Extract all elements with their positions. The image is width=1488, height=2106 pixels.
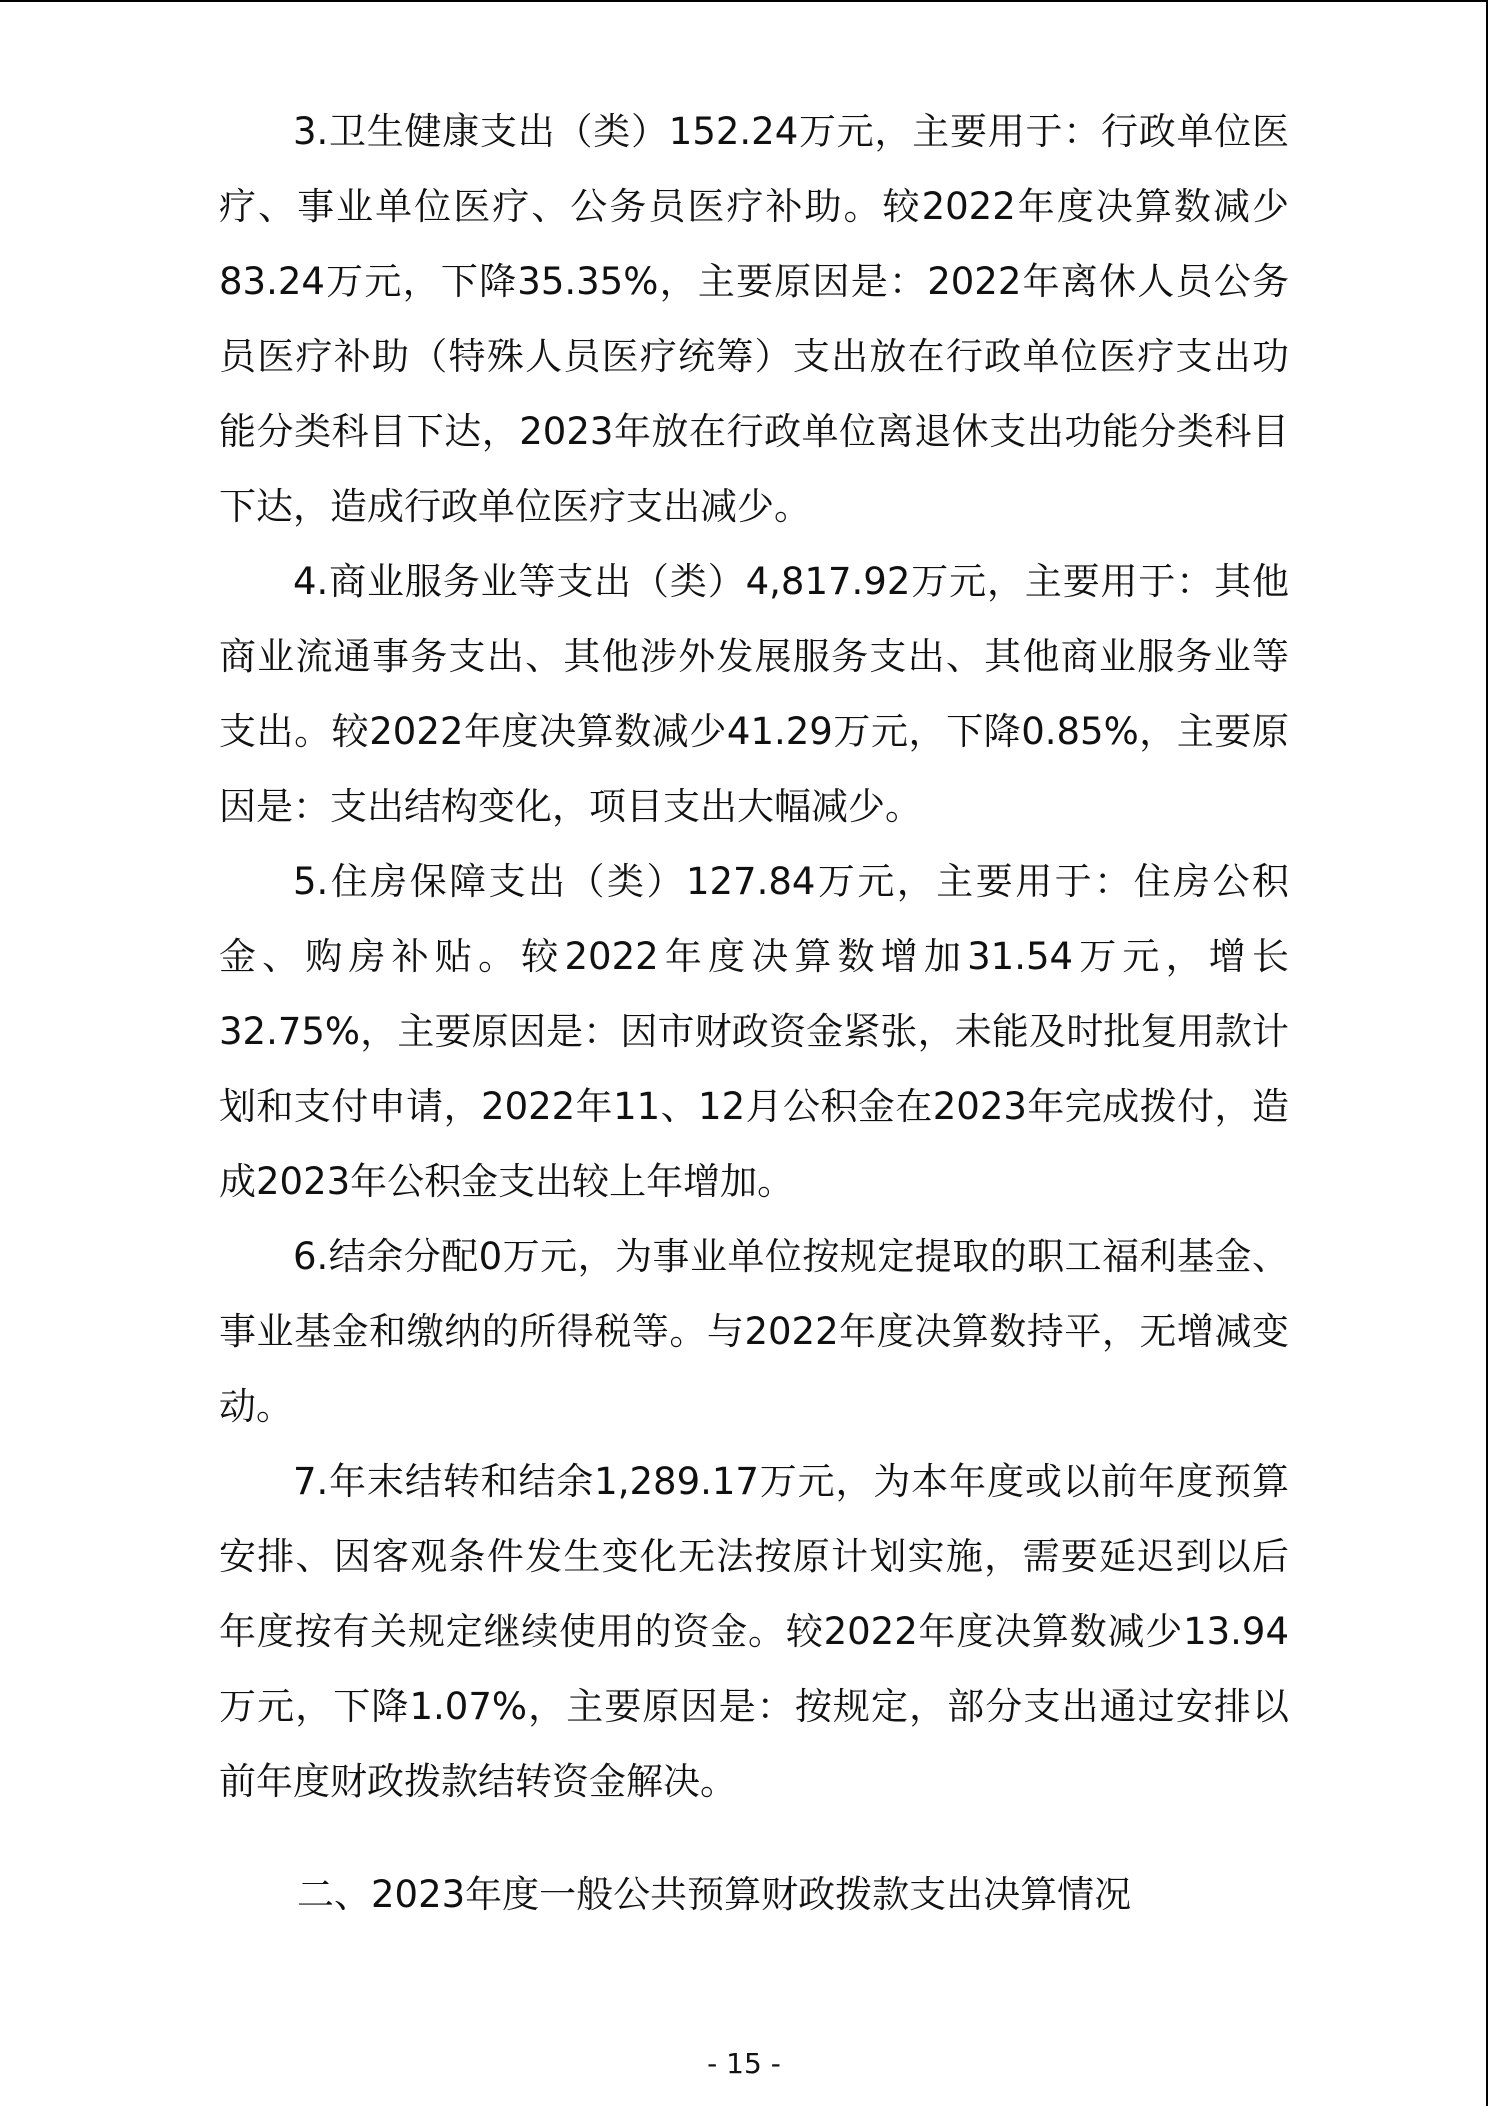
page-number: - 15 -: [707, 2047, 781, 2080]
paragraph-health-expenditure: 3.卫生健康支出（类）152.24万元，主要用于：行政单位医疗、事业单位医疗、公务员医疗补助。较2022年度决算数减少83.24万元，下降35.35%，主要原因是：2022年离休人员公务员医疗补助（特殊人员医疗统筹）支出放在行政单位医疗支出功能分类科目下达，2023年放在行政单位离退休支出功能分类科目下达，造成行政单位医疗支出减少。: [219, 110, 1289, 528]
paragraph-surplus-distribution: 6.结余分配0万元，为事业单位按规定提取的职工福利基金、事业基金和缴纳的所得税等。与2022年度决算数持平，无增减变动。: [219, 1235, 1289, 1428]
paragraph-housing-expenditure: 5.住房保障支出（类）127.84万元，主要用于：住房公积金、购房补贴。较2022年度决算数增加31.54万元，增长32.75%，主要原因是：因市财政资金紧张，未能及时批复用款计划和支付申请，2022年11、12月公积金在2023年完成拨付，造成2023年公积金支出较上年增加。: [219, 860, 1289, 1203]
section-heading: 二、2023年度一般公共预算财政拨款支出决算情况: [297, 1873, 1132, 1916]
body-text: [219, 94, 1289, 1819]
paragraph-commerce-expenditure: 4.商业服务业等支出（类）4,817.92万元，主要用于：其他商业流通事务支出、其他涉外发展服务支出、其他商业服务业等支出。较2022年度决算数减少41.29万元，下降0.85%，主要原因是：支出结构变化，项目支出大幅减少。: [219, 560, 1289, 828]
paragraph-year-end-carryover: 7.年末结转和结余1,289.17万元，为本年度或以前年度预算安排、因客观条件发生变化无法按原计划实施，需要延迟到以后年度按有关规定继续使用的资金。较2022年度决算数减少13.94万元，下降1.07%，主要原因是：按规定，部分支出通过安排以前年度财政拨款结转资金解决。: [219, 1460, 1289, 1803]
